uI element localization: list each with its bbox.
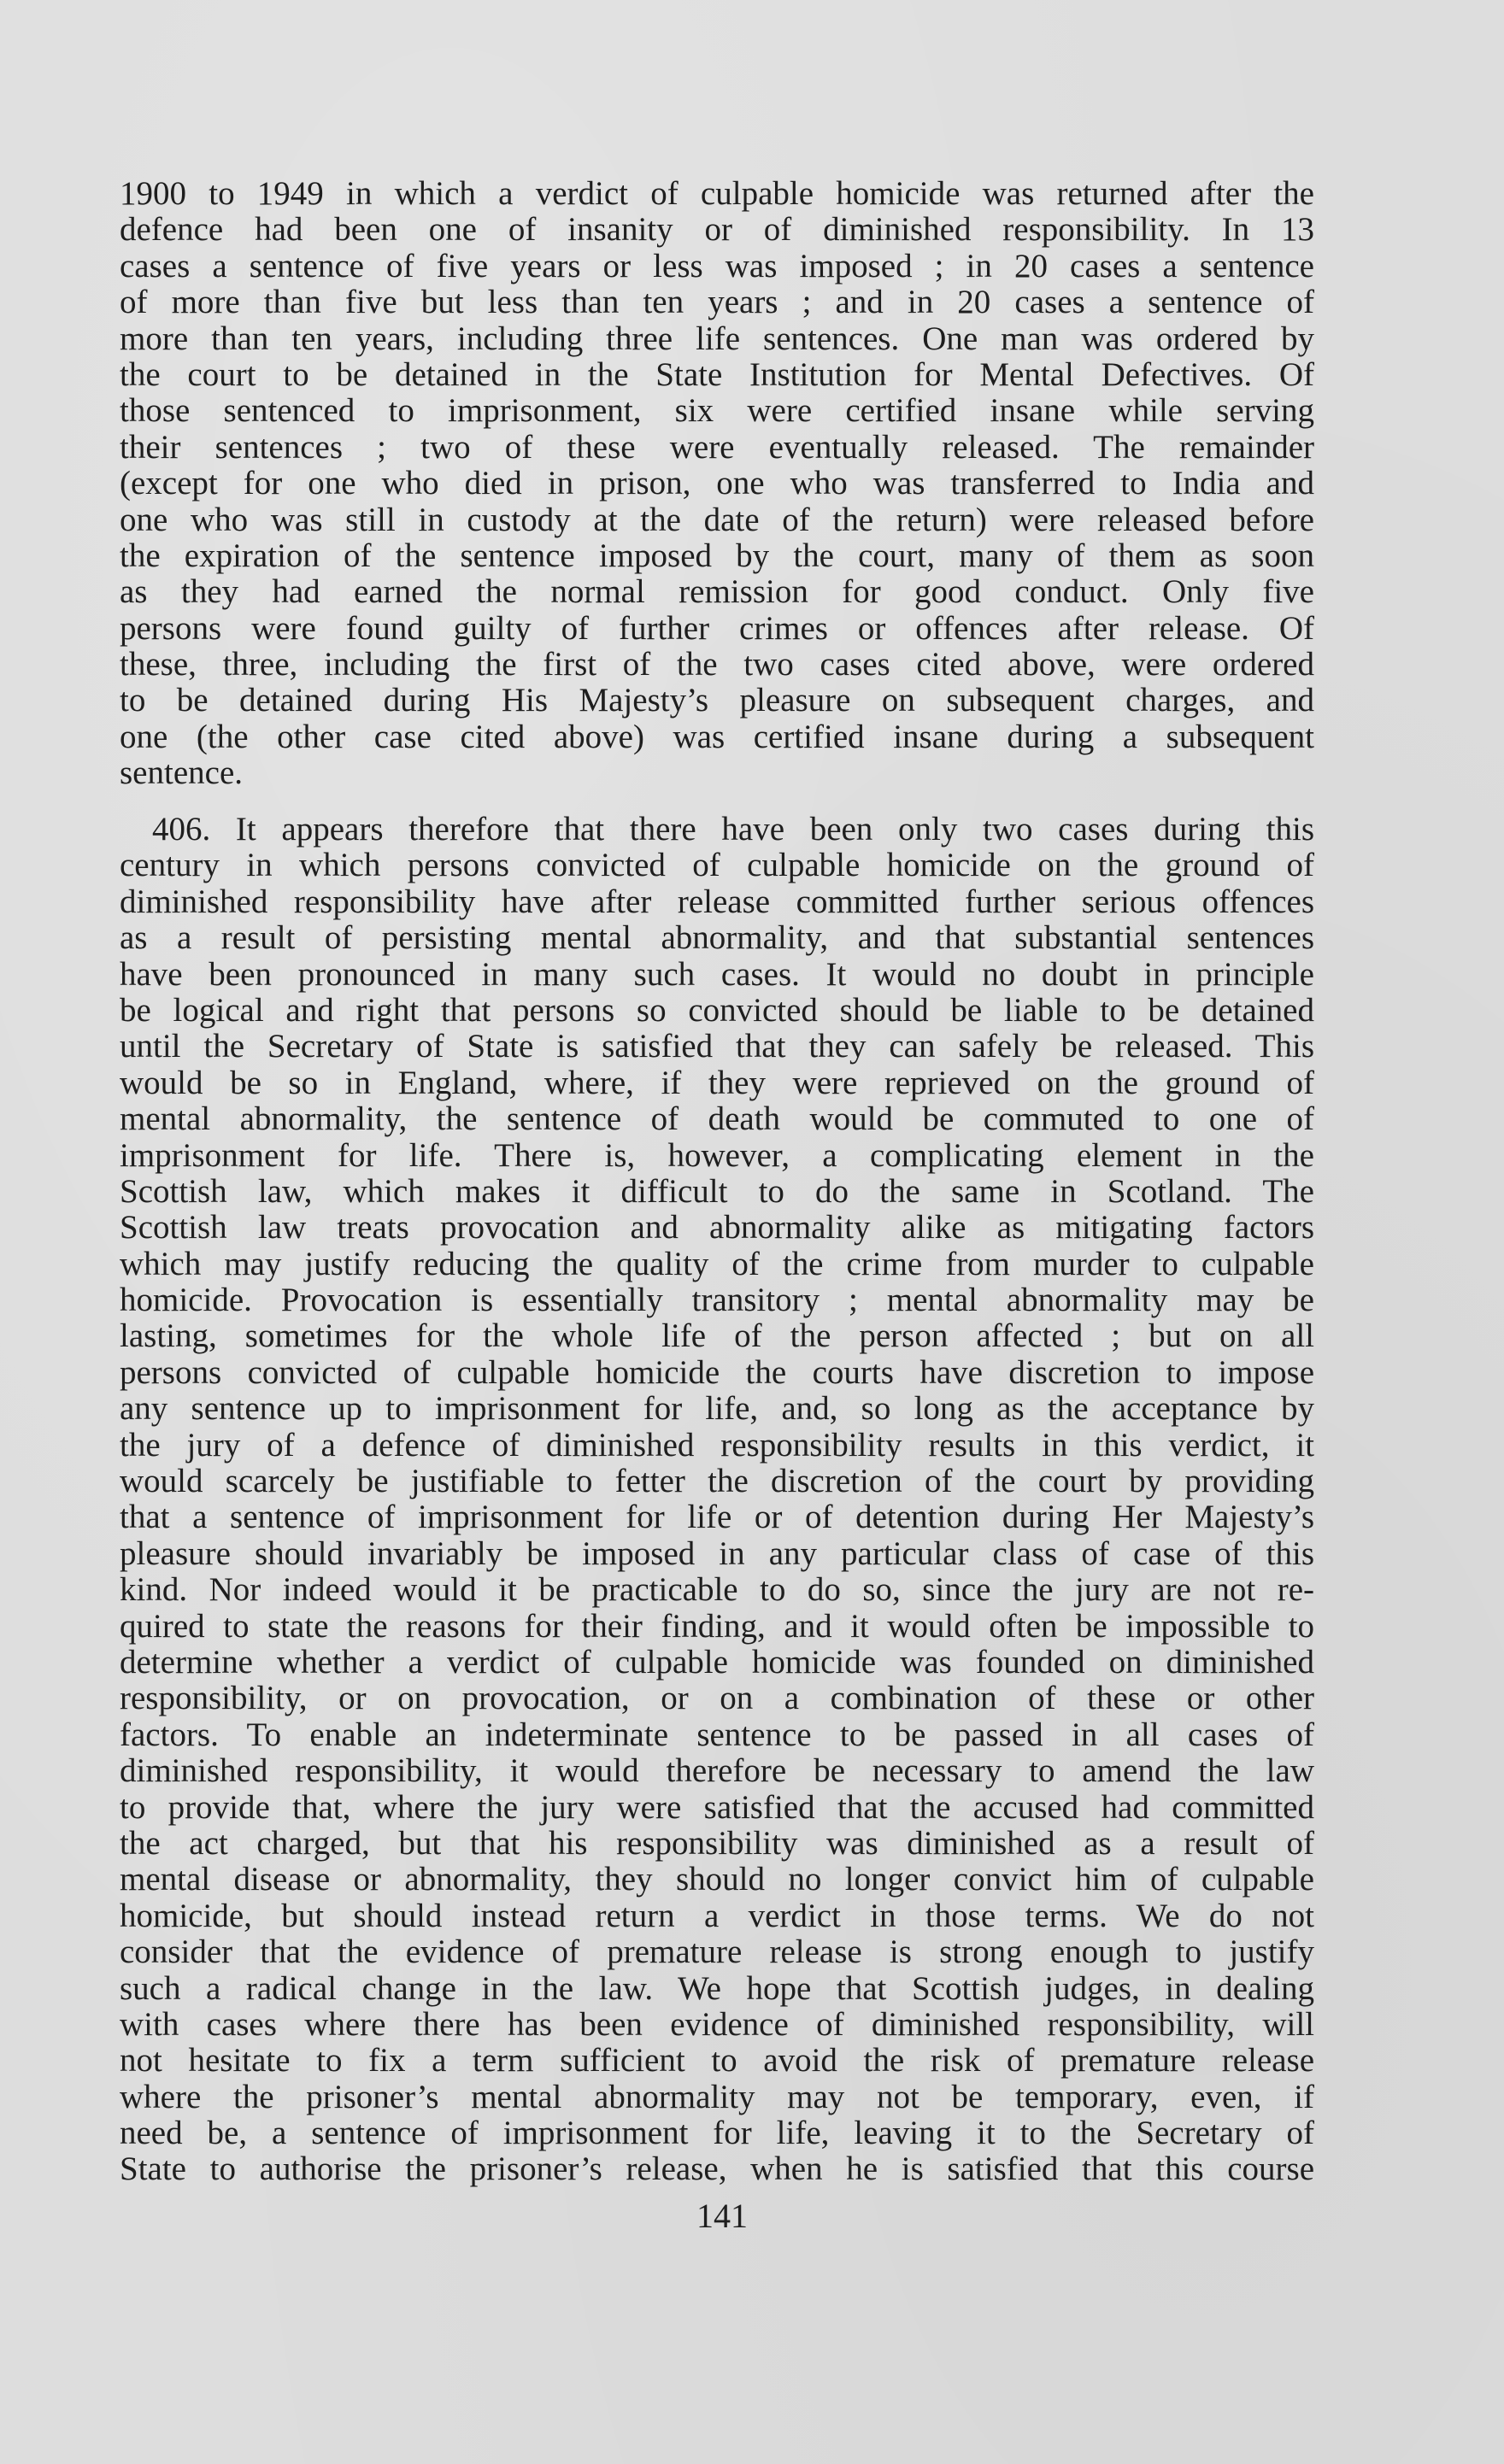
text-line: to provide that, where the jury were satisfied that the accused had committed <box>120 1788 1314 1826</box>
paragraph-406 <box>120 812 1314 2188</box>
text-line: State to authorise the prisoner’s release, when he is satisfied that this course <box>120 2150 1314 2188</box>
text-line: Scottish law treats provocation and abnormality alike as mitigating factors <box>120 1209 1314 1247</box>
text-line: imprisonment for life. There is, however, a complicating element in the <box>120 1136 1314 1174</box>
text-line: diminished responsibility have after release committed further serious offences <box>120 883 1314 920</box>
text-line: need be, a sentence of imprisonment for life, leaving it to the Secretary of <box>120 2115 1314 2152</box>
text-line: kind. Nor indeed would it be practicable to do so, since the jury are not re- <box>120 1571 1314 1609</box>
text-line: as they had earned the normal remission for good conduct. Only five <box>120 573 1314 611</box>
text-line: as a result of persisting mental abnormality, and that substantial sentences <box>120 919 1314 957</box>
text-line: factors. To enable an indeterminate sentence to be passed in all cases of <box>120 1716 1314 1753</box>
text-line: of more than five but less than ten years ; and in 20 cases a sentence of <box>120 284 1314 321</box>
text-line: that a sentence of imprisonment for life or of detention during Her Majesty’s <box>120 1499 1314 1536</box>
text-line: 1900 to 1949 in which a verdict of culpable homicide was returned after the <box>120 175 1314 212</box>
text-line: have been pronounced in many such cases. It would no doubt in principle <box>120 955 1314 993</box>
text-line: century in which persons convicted of culpable homicide on the ground of <box>120 847 1314 884</box>
text-line: cases a sentence of five years or less was imposed ; in 20 cases a sentence <box>120 247 1314 285</box>
page-number: 141 <box>696 2197 748 2235</box>
text-line: to be detained during His Majesty’s pleasure on subsequent charges, and <box>120 682 1314 719</box>
text-line: sentence. <box>120 754 244 792</box>
text-line: the act charged, but that his responsibility was diminished as a result of <box>120 1824 1314 1862</box>
text-line: consider that the evidence of premature release is strong enough to justify <box>120 1933 1314 1971</box>
text-line: would scarcely be justifiable to fetter the discretion of the court by providing <box>120 1463 1314 1500</box>
text-line: lasting, sometimes for the whole life of the person affected ; but on all <box>120 1317 1314 1355</box>
text-line: persons convicted of culpable homicide the courts have discretion to impose <box>120 1353 1314 1391</box>
text-line: such a radical change in the law. We hope that Scottish judges, in dealing <box>120 1969 1314 2007</box>
text-line: (except for one who died in prison, one who was transferred to India and <box>120 465 1314 502</box>
text-line: mental disease or abnormality, they should no longer convict him of culpable <box>120 1861 1314 1898</box>
text-line: these, three, including the first of the two cases cited above, were ordered <box>120 646 1314 683</box>
text-line: their sentences ; two of these were eventually released. The remainder <box>120 428 1314 466</box>
text-line: mental abnormality, the sentence of death would be commuted to one of <box>120 1100 1314 1138</box>
text-line: more than ten years, including three life sentences. One man was ordered by <box>120 320 1314 357</box>
text-line: homicide. Provocation is essentially transitory ; mental abnormality may be <box>120 1282 1314 1319</box>
text-line: which may justify reducing the quality of the crime from murder to culpable <box>120 1245 1314 1282</box>
text-line: with cases where there has been evidence of diminished responsibility, will <box>120 2005 1314 2043</box>
text-line: diminished responsibility, it would therefore be necessary to amend the law <box>120 1752 1314 1790</box>
text-line: those sentenced to imprisonment, six were certified insane while serving <box>120 392 1314 430</box>
text-line: be logical and right that persons so convicted should be liable to be detained <box>120 991 1314 1029</box>
text-line: persons were found guilty of further crimes or offences after release. Of <box>120 609 1314 647</box>
text-line: any sentence up to imprisonment for life, and, so long as the acceptance by <box>120 1390 1314 1428</box>
text-line: homicide, but should instead return a verdict in those terms. We do not <box>120 1897 1314 1934</box>
text-line: not hesitate to fix a term sufficient to avoid the risk of premature release <box>120 2042 1314 2080</box>
text-line-paragraph-start: 406. It appears therefore that there have been only two cases during this <box>152 811 1314 848</box>
text-line: Scottish law, which makes it difficult to do the same in Scotland. The <box>120 1172 1314 1210</box>
text-line: the court to be detained in the State Institution for Mental Defectives. Of <box>120 355 1314 393</box>
text-line: responsibility, or on provocation, or on a combination of these or other <box>120 1680 1314 1717</box>
text-line: the jury of a defence of diminished responsibility results in this verdict, it <box>120 1426 1314 1464</box>
text-line: quired to state the reasons for their finding, and it would often be impossible to <box>120 1607 1314 1645</box>
text-line: defence had been one of insanity or of diminished responsibility. In 13 <box>120 211 1314 249</box>
paragraph-continuation <box>120 176 1314 792</box>
text-line: one who was still in custody at the date of the return) were released before <box>120 501 1314 538</box>
text-line: pleasure should invariably be imposed in any particular class of case of this <box>120 1534 1314 1572</box>
text-line: the expiration of the sentence imposed by the court, many of them as soon <box>120 537 1314 574</box>
text-line: determine whether a verdict of culpable homicide was founded on diminished <box>120 1643 1314 1681</box>
text-line: until the Secretary of State is satisfied that they can safely be released. This <box>120 1028 1314 1065</box>
text-line: where the prisoner’s mental abnormality may not be temporary, even, if <box>120 2078 1314 2115</box>
text-line: one (the other case cited above) was certified insane during a subsequent <box>120 718 1314 755</box>
text-line: would be so in England, where, if they were reprieved on the ground of <box>120 1064 1314 1101</box>
